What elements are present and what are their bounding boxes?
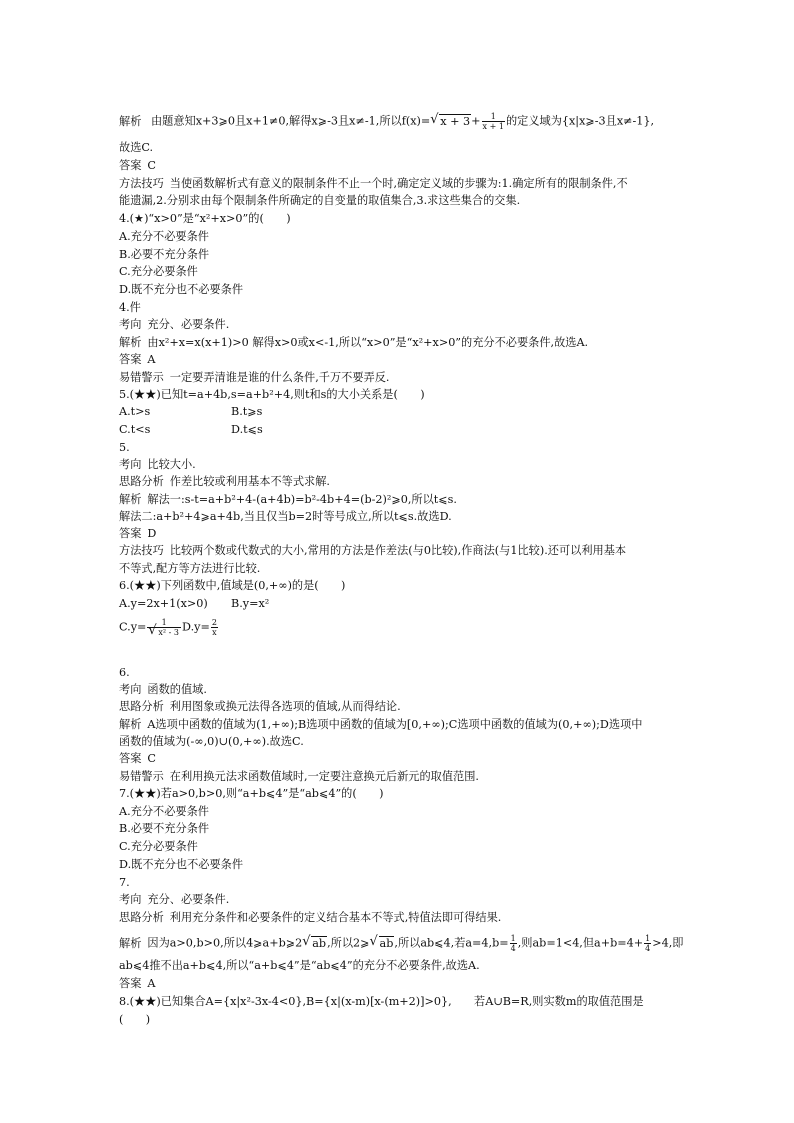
text-line: 函数的值域为(-∞,0)∪(0,+∞).故选C. [119, 735, 304, 748]
option-b: B.y=x² [231, 597, 270, 610]
solution-line: 解析 由x²+x=x(x+1)>0 解得x>0或x<-1,所以“x>0”是“x²+x>0”的充分不必要条件,故选A. [119, 336, 589, 349]
label-silu: 思路分析 [119, 911, 164, 924]
options-row [119, 596, 679, 612]
solution-line: 解析 因为a>0,b>0,所以4⩾a+b⩾2√ ab,所以2⩾√ ab,所以ab⩽4,若a=4,b= $\frac{1}{4}$ ,则ab=1<4,但a+b=4+ $\frac{1}{4}$ >4,即 [119, 934, 679, 953]
sqrt-expr: √ ab [370, 936, 395, 952]
options-row [119, 404, 679, 420]
tip-line: 方法技巧 比较两个数或代数式的大小,常用的方法是作差法(与0比较),作商法(与1比较).还可以利用基本 [119, 544, 627, 557]
label-jiexi: 解析 [119, 114, 142, 128]
fraction: $\frac{1}{x + 1}$ [482, 112, 504, 131]
answer-line: 答案 C [119, 159, 156, 172]
solution-line: 解析 解法一:s-t=a+b²+4-(a+4b)=b²-4b+4=(b-2)²⩾0,所以t⩽s. [119, 493, 457, 506]
option-c: C.充分必要条件 [119, 840, 198, 853]
label-kaoxiang: 考向 [119, 683, 142, 696]
question-6: 6.(★★)下列函数中,值域是(0,+∞)的是( ) [119, 579, 346, 592]
warning-line: 易错警示 在利用换元法求函数值域时,一定要注意换元后新元的取值范围. [119, 770, 479, 783]
label-daan: 答案 [119, 977, 142, 990]
tip-line: 方法技巧 当使函数解析式有意义的限制条件不止一个时,确定定义域的步骤为:1.确定所有的限制条件,不 [119, 177, 628, 190]
question-4: 4.(★)“x>0”是“x²+x>0”的( ) [119, 212, 291, 225]
label-daan: 答案 [119, 353, 142, 366]
answer-line: 答案 A [119, 977, 156, 990]
option-d: D.既不充分也不必要条件 [119, 283, 244, 296]
fraction: 1 √ x² - 3 [147, 618, 181, 637]
options-row [119, 422, 679, 438]
option-c: C.t<s [119, 423, 151, 436]
question-7: 7.(★★)若a>0,b>0,则“a+b⩽4”是“ab⩽4”的( ) [119, 787, 384, 800]
label-daan: 答案 [119, 527, 142, 540]
label-kaoxiang: 考向 [119, 318, 142, 331]
text-line: ( ) [119, 1013, 151, 1026]
analysis-line: 思路分析 利用充分条件和必要条件的定义结合基本不等式,特值法即可得结果. [119, 911, 502, 924]
topic-line: 考向 比较大小. [119, 458, 196, 471]
text-line: 5. [119, 441, 130, 454]
text-line: ab⩽4推不出a+b⩽4,所以“a+b⩽4”是“ab⩽4”的充分不必要条件,故选A. [119, 959, 480, 972]
label-daan: 答案 [119, 159, 142, 172]
sqrt-expr: √ x + 3 [430, 114, 471, 130]
sqrt-expr: √ ab [302, 936, 327, 952]
fraction: $\frac{1}{4}$ [510, 934, 516, 953]
option-b: B.必要不充分条件 [119, 248, 210, 261]
topic-line: 考向 充分、必要条件. [119, 893, 230, 906]
option-d: D.y= [182, 620, 210, 634]
label-daan: 答案 [119, 752, 142, 765]
text-line: 不等式,配方等方法进行比较. [119, 562, 261, 575]
answer-line: 答案 A [119, 353, 156, 366]
option-b: B.t⩾s [231, 405, 263, 418]
label-yicuo: 易错警示 [119, 371, 164, 384]
label-jiexi: 解析 [119, 493, 142, 506]
text-line: 6. [119, 666, 130, 679]
answer-line: 答案 C [119, 752, 156, 765]
label-jiexi: 解析 [119, 718, 142, 731]
label-jiexi: 解析 [119, 336, 142, 349]
label-fangfa: 方法技巧 [119, 177, 164, 190]
question-8: 8.(★★)已知集合A={x|x²-3x-4<0},B={x|(x-m)[x-(m+2)]>0}, 若A∪B=R,则实数m的取值范围是 [119, 995, 644, 1008]
text-line: 解法二:a+b²+4⩾a+4b,当且仅当b=2时等号成立,所以t⩽s.故选D. [119, 510, 452, 523]
option-a: A.充分不必要条件 [119, 805, 209, 818]
answer-line: 答案 D [119, 527, 157, 540]
solution-line: 解析 A选项中函数的值域为(1,+∞);B选项中函数的值域为[0,+∞);C选项中函数的值域为(0,+∞);D选项中 [119, 718, 643, 731]
option-a: A.y=2x+1(x>0) [119, 597, 208, 610]
topic-line: 考向 函数的值域. [119, 683, 207, 696]
label-kaoxiang: 考向 [119, 893, 142, 906]
question-5: 5.(★★)已知t=a+4b,s=a+b²+4,则t和s的大小关系是( ) [119, 388, 425, 401]
text-line: 4.件 [119, 301, 141, 314]
sqrt-expr: √ x² - 3 [148, 628, 180, 637]
option-c: C.y= [119, 620, 147, 634]
text-line: 能遗漏,2.分别求由每个限制条件所确定的自变量的取值集合,3.求这些集合的交集. [119, 194, 521, 207]
fraction: $\frac{1}{4}$ [645, 934, 651, 953]
label-silu: 思路分析 [119, 475, 164, 488]
text-line: 故选C. [119, 141, 154, 154]
option-a: A.t>s [119, 405, 151, 418]
warning-line: 易错警示 一定要弄清谁是谁的什么条件,千万不要弄反. [119, 371, 390, 384]
option-d: D.t⩽s [231, 423, 263, 436]
analysis-line: 思路分析 利用图象或换元法得各选项的值域,从而得结论. [119, 700, 401, 713]
fraction: $\frac{2}{x}$ [211, 618, 217, 637]
topic-line: 考向 充分、必要条件. [119, 318, 230, 331]
text-line: 7. [119, 876, 130, 889]
label-yicuo: 易错警示 [119, 770, 164, 783]
label-kaoxiang: 考向 [119, 458, 142, 471]
label-silu: 思路分析 [119, 700, 164, 713]
solution-line: 解析 由题意知x+3⩾0且x+1≠0,解得x⩾-3且x≠-1,所以f(x)=√ x + 3+ $\frac{1}{x + 1}$ 的定义域为{x|x⩾-3且x≠-1}, [119, 112, 679, 131]
label-jiexi: 解析 [119, 936, 142, 950]
analysis-line: 思路分析 作差比较或利用基本不等式求解. [119, 475, 330, 488]
label-fangfa: 方法技巧 [119, 544, 164, 557]
options-row [119, 618, 679, 637]
option-b: B.必要不充分条件 [119, 822, 210, 835]
option-a: A.充分不必要条件 [119, 230, 209, 243]
text: 由题意知x+3⩾0且x+1≠0,解得x⩾-3且x≠-1,所以f(x)= [150, 114, 431, 128]
option-d: D.既不充分也不必要条件 [119, 858, 244, 871]
option-c: C.充分必要条件 [119, 265, 198, 278]
